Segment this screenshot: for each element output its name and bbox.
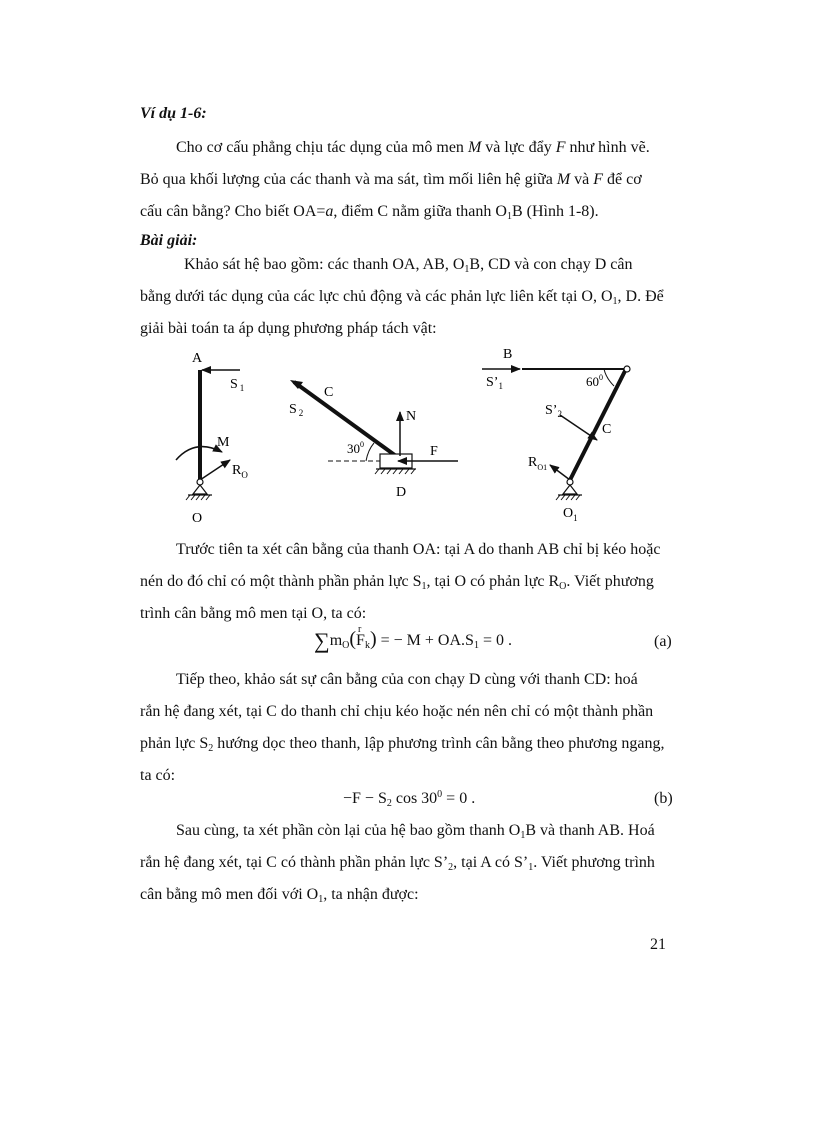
label-a: A bbox=[192, 351, 203, 366]
support-o bbox=[193, 485, 207, 494]
angle-60-arc bbox=[604, 369, 614, 386]
mechanism-figure bbox=[160, 340, 660, 530]
label-o1: $O_1$ bbox=[563, 506, 578, 523]
force-s2p-arrow bbox=[560, 415, 597, 440]
label-s2: S $_2$ bbox=[289, 402, 304, 418]
label-c: C bbox=[324, 385, 334, 400]
force-ro1-arrow bbox=[550, 465, 570, 480]
label-m: M bbox=[217, 435, 230, 450]
equation-b-label: (b) bbox=[654, 790, 673, 807]
equation-a-label: (a) bbox=[654, 633, 672, 650]
paragraph-cd: Tiếp theo, khảo sát sự cân bằng của con chạy D cùng với thanh CD: hoá rắn hệ đang xét, tại C do thanh chỉ chịu kéo hoặc nén nên chỉ có một thành phần phản lực $S_2$ hướng dọc theo thanh, lập phương trình cân bằng theo phương ngang, ta có: bbox=[140, 671, 665, 784]
label-s2p: $S’_2$ bbox=[545, 403, 562, 419]
solution-title: Bài giải: bbox=[140, 232, 198, 249]
free-body-o1b bbox=[482, 347, 630, 523]
free-body-cd bbox=[289, 380, 458, 500]
label-o: O bbox=[192, 511, 203, 526]
force-ro-arrow bbox=[200, 460, 230, 480]
angle-30-arc bbox=[366, 443, 374, 461]
label-b: B bbox=[503, 347, 513, 362]
label-ro: $R_O$ bbox=[232, 463, 248, 480]
example-title: Ví dụ 1-6: bbox=[140, 105, 207, 122]
equation-b: $-F - S_2$ $\cos 30^0 = 0$ . bbox=[343, 789, 476, 809]
label-ro1: $R_{O1}$ bbox=[528, 455, 548, 472]
label-c2: C bbox=[602, 422, 612, 437]
paragraph-o1b: Sau cùng, ta xét phần còn lại của hệ bao gồm thanh $O_1B$ và thanh AB. Hoá rắn hệ đang xét, tại C có thành phần phản lực $S’_2$, tại A có $S’_1$. Viết phương trình cân bằng mô men đối với $O_1$, ta nhận được: bbox=[140, 822, 655, 905]
support-o1 bbox=[563, 485, 577, 494]
intro-paragraph: Khảo sát hệ bao gồm: các thanh OA, AB, $O_1B$, CD và con chạy D cân bằng dưới tác dụng của các lực chủ động và các phản lực liên kết tại O, $O_1$, D. Để giải bài toán ta áp dụng phương pháp tách vật: bbox=[140, 256, 664, 337]
page-number: 21 bbox=[650, 936, 666, 953]
label-d: D bbox=[396, 485, 407, 500]
problem-paragraph: Cho cơ cấu phẳng chịu tác dụng của mô men M và lực đẩy F như hình vẽ. Bỏ qua khối lượng của các thanh và ma sát, tìm mối liên hệ giữa M và F để cơ cấu cân bằng? Cho biết OA=a, điểm C nằm giữa thanh $O_1B$ (Hình 1-8). bbox=[140, 139, 650, 222]
free-body-oa bbox=[176, 351, 248, 526]
label-f: F bbox=[430, 444, 438, 459]
label-s1: S $_1$ bbox=[230, 377, 245, 393]
pin-b bbox=[624, 366, 630, 372]
label-s1p: $S’_1$ bbox=[486, 375, 503, 391]
label-n: N bbox=[406, 409, 417, 424]
equation-a: $\sum m_O(F$ r $_k$) = − $M + OA.S_1 = 0$ . bbox=[314, 624, 512, 653]
paragraph-oa: Trước tiên ta xét cân bằng của thanh OA: tại A do thanh AB chỉ bị kéo hoặc nén do đó chỉ có một thành phần phản lực $S_1$, tại O có phản lực $R_O$. Viết phương trình cân bằng mô men tại O, ta có: bbox=[140, 541, 661, 622]
label-angle-60: $60^0$ bbox=[586, 373, 603, 389]
bar-cd bbox=[294, 382, 396, 456]
label-angle-30: $30^0$ bbox=[347, 440, 364, 456]
